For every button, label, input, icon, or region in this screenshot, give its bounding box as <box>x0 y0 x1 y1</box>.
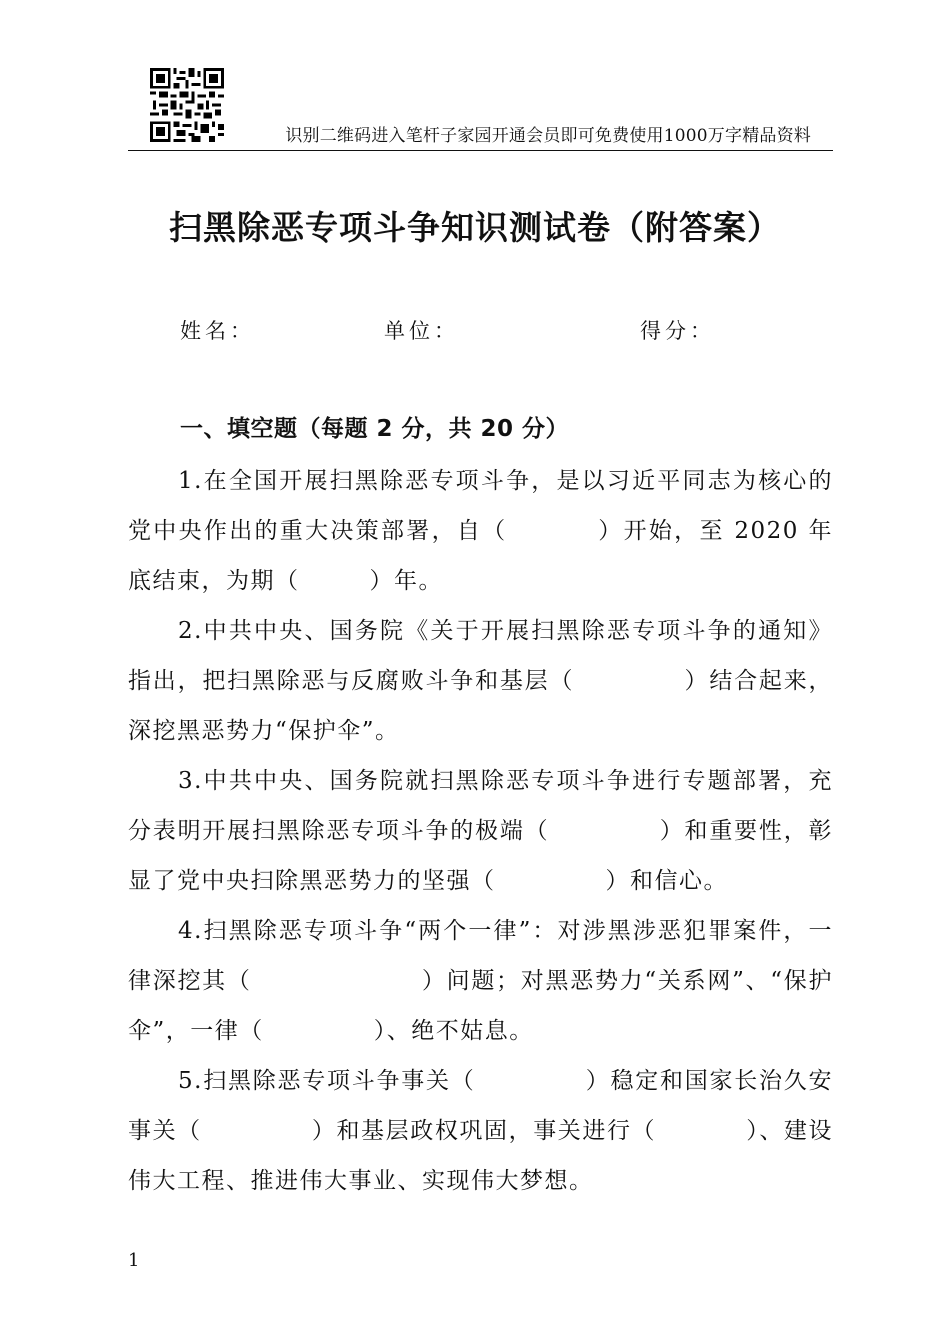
page-number: 1 <box>128 1250 140 1271</box>
section-heading: 一、填空题（每题 2 分，共 20 分） <box>180 416 570 442</box>
header-divider <box>128 150 833 151</box>
header-promo-text: 识别二维码进入笔杆子家园开通会员即可免费使用1000万字精品资料 <box>285 126 811 146</box>
question-list <box>128 456 833 1206</box>
page-header <box>128 68 833 152</box>
qr-code-icon[interactable] <box>150 68 224 142</box>
question-1: 1.在全国开展扫黑除恶专项斗争，是以习近平同志为核心的党中央作出的重大决策部署，自（ ）开始，至 2020 年底结束，为期（ ）年。 <box>128 468 834 594</box>
question-4: 4.扫黑除恶专项斗争“两个一律”：对涉黑涉恶犯罪案件，一律深挖其（ ）问题；对黑恶势力“关系网”、“保护伞”，一律（ ）、绝不姑息。 <box>128 918 833 1044</box>
question-5: 5.扫黑除恶专项斗争事关（ ）稳定和国家长治久安事关（ ）和基层政权巩固，事关进行（ ）、建设伟大工程、推进伟大事业、实现伟大梦想。 <box>128 1068 834 1194</box>
score-label: 得分： <box>640 319 715 343</box>
name-label: 姓名： <box>180 319 255 343</box>
document-title: 扫黑除恶专项斗争知识测试卷（附答案） <box>169 208 781 247</box>
question-2: 2.中共中央、国务院《关于开展扫黑除恶专项斗争的通知》指出，把扫黑除恶与反腐败斗争和基层（ ）结合起来，深挖黑恶势力“保护伞”。 <box>128 618 834 744</box>
unit-label: 单位： <box>384 319 459 343</box>
question-3: 3.中共中央、国务院就扫黑除恶专项斗争进行专题部署，充分表明开展扫黑除恶专项斗争的极端（ ）和重要性，彰显了党中央扫除黑恶势力的坚强（ ）和信心。 <box>128 768 834 894</box>
